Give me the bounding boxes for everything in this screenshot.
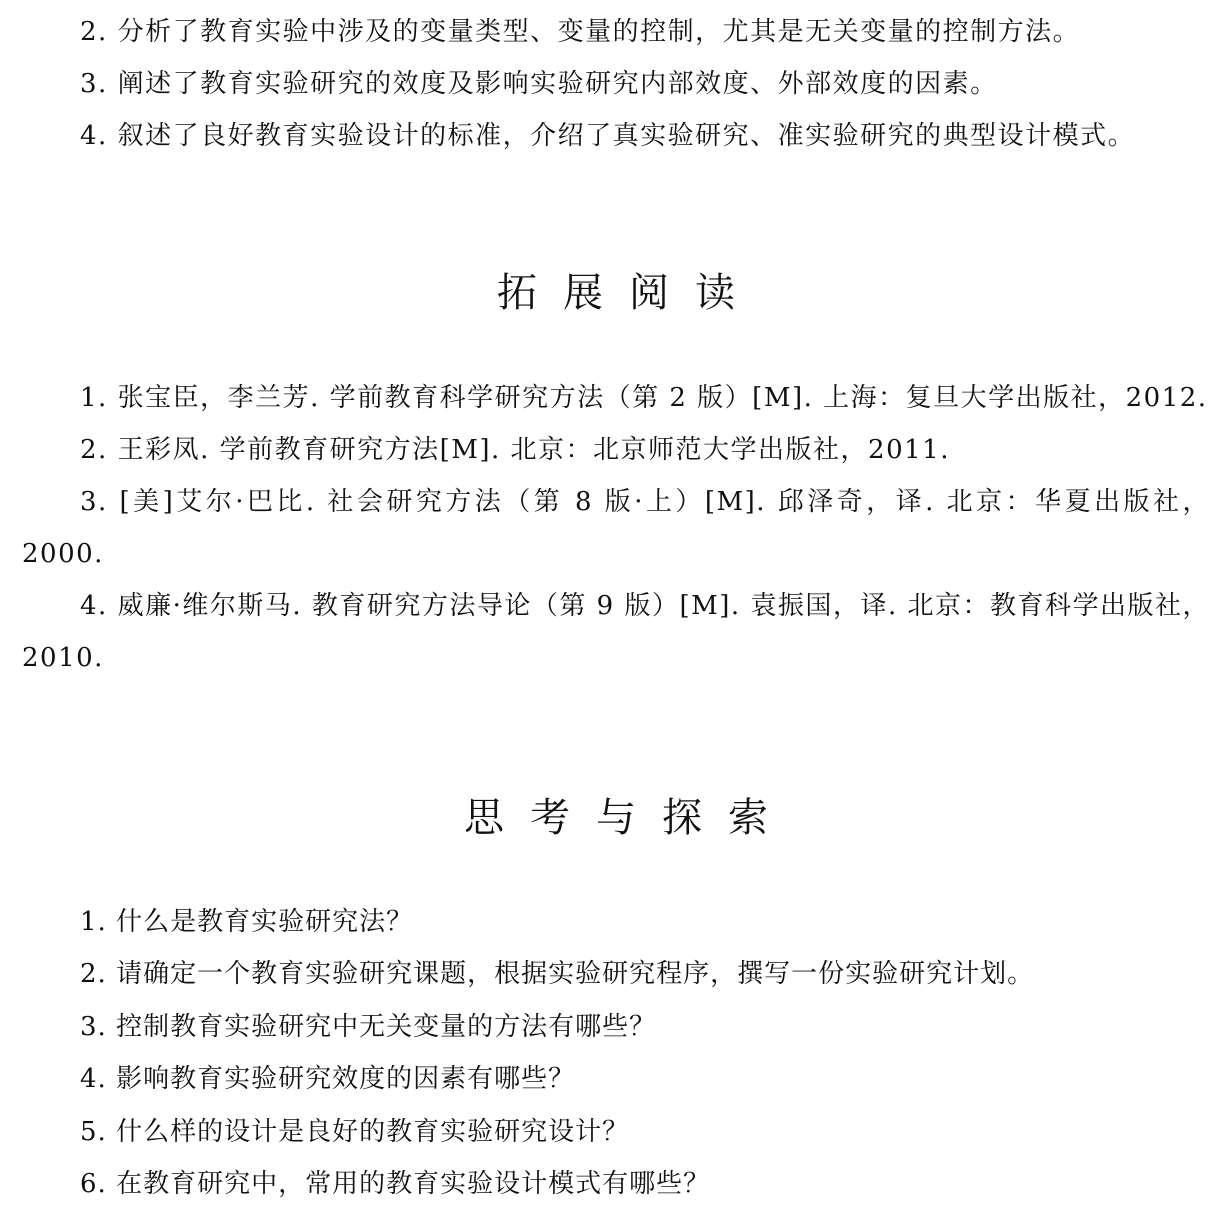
question-item: 6. 在教育研究中，常用的教育实验设计模式有哪些？ [80,1169,711,1200]
chapter-summary [22,6,1210,162]
further-reading-heading: 拓展阅读 [497,270,761,316]
question-item: 1. 什么是教育实验研究法？ [80,907,414,937]
reference-item: 2. 王彩凤. 学前教育研究方法[M]. 北京：北京师范大学出版社，2011. [80,435,950,465]
further-reading-list [22,372,1210,684]
reference-item: 3. [美]艾尔·巴比. 社会研究方法（第 8 版·上）[M]. 邱泽奇，译. 北京：华夏出版社，2000. [22,487,1210,569]
reference-item: 1. 张宝臣，李兰芳. 学前教育科学研究方法（第 2 版）[M]. 上海：复旦大学出版社，2012. [80,383,1208,413]
thinking-exploration-heading: 思考与探索 [464,795,794,841]
summary-item: 2. 分析了教育实验中涉及的变量类型、变量的控制，尤其是无关变量的控制方法。 [80,17,1081,47]
question-item: 4. 影响教育实验研究效度的因素有哪些？ [80,1064,576,1095]
reference-item: 4. 威廉·维尔斯马. 教育研究方法导论（第 9 版）[M]. 袁振国，译. 北京：教育科学出版社，2010. [22,591,1210,673]
summary-item: 4. 叙述了良好教育实验设计的标准，介绍了真实验研究、准实验研究的典型设计模式。 [80,121,1136,151]
question-list [22,896,1210,1210]
question-item: 3. 控制教育实验研究中无关变量的方法有哪些？ [80,1011,657,1042]
question-item: 2. 请确定一个教育实验研究课题，根据实验研究程序，撰写一份实验研究计划。 [80,959,1035,990]
summary-item: 3. 阐述了教育实验研究的效度及影响实验研究内部效度、外部效度的因素。 [80,69,998,99]
question-item: 5. 什么样的设计是良好的教育实验研究设计？ [80,1116,630,1147]
